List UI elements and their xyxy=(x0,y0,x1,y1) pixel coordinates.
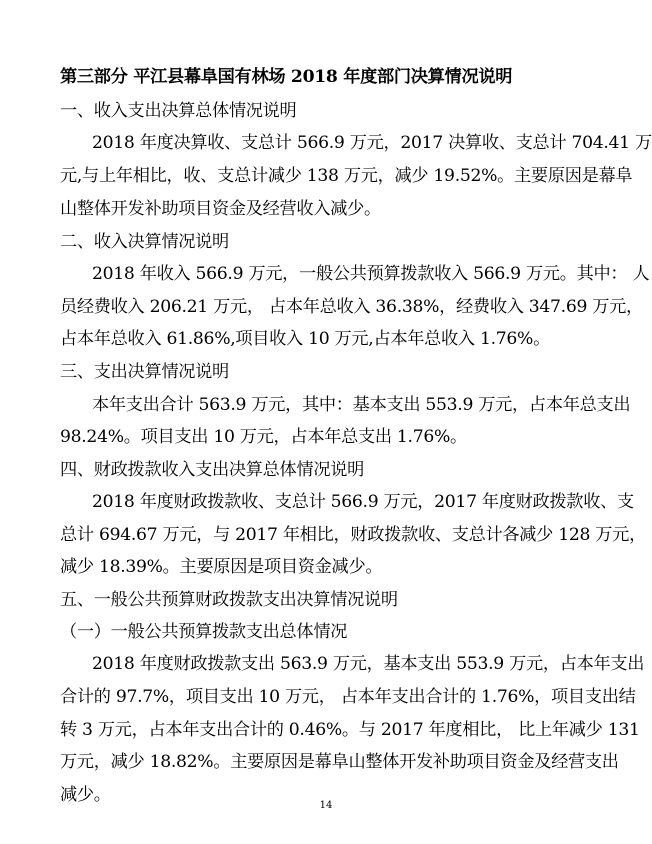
section-heading-3: 三、支出决算情况说明 xyxy=(60,362,229,382)
paragraph-line: 元,与上年相比，收、支总计减少 138 万元，减少 19.52%。主要原因是幕阜 xyxy=(60,166,633,186)
paragraph-line: 98.24%。项目支出 10 万元，占本年总支出 1.76%。 xyxy=(60,427,467,447)
paragraph-line: 本年支出合计 563.9 万元，其中：基本支出 553.9 万元，占本年总支出 xyxy=(92,395,631,415)
paragraph-line: 员经费收入 206.21 万元， 占本年总收入 36.38%，经费收入 347.69 万元， xyxy=(60,297,643,317)
paragraph-line: 占本年总收入 61.86%,项目收入 10 万元,占本年总收入 1.76%。 xyxy=(60,329,550,349)
section-heading-2: 二、收入决算情况说明 xyxy=(60,232,229,252)
paragraph-line: 万元，减少 18.82%。主要原因是幕阜山整体开发补助项目资金及经营支出 xyxy=(60,752,619,772)
paragraph-line: 2018 年度决算收、支总计 566.9 万元，2017 决算收、支总计 704.41 万 xyxy=(92,133,652,153)
section-heading-1: 一、收入支出决算总体情况说明 xyxy=(60,101,297,121)
paragraph-line: 减少 18.39%。主要原因是项目资金减少。 xyxy=(60,557,383,577)
document-title: 第三部分 平江县幕阜国有林场 2018 年度部门决算情况说明 xyxy=(60,67,513,87)
section-heading-4: 四、财政拨款收入支出决算总体情况说明 xyxy=(60,460,364,480)
paragraph-line: 减少。 xyxy=(60,785,111,805)
section-heading-5: 五、一般公共预算财政拨款支出决算情况说明 xyxy=(60,590,398,610)
paragraph-line: 山整体开发补助项目资金及经营收入减少。 xyxy=(60,199,381,219)
paragraph-line: 总计 694.67 万元，与 2017 年相比，财政拨款收、支总计各减少 128 万元， xyxy=(60,525,646,545)
paragraph-line: 合计的 97.7%，项目支出 10 万元， 占本年支出合计的 1.76%，项目支出结 xyxy=(60,687,636,707)
paragraph-line: 2018 年收入 566.9 万元，一般公共预算拨款收入 566.9 万元。其中： 人 xyxy=(92,264,650,284)
paragraph-line: 转 3 万元，占本年支出合计的 0.46%。与 2017 年度相比， 比上年减少 131 xyxy=(60,720,640,740)
page-number: 14 xyxy=(319,800,333,811)
paragraph-line: 2018 年度财政拨款支出 563.9 万元，基本支出 553.9 万元，占本年支出 xyxy=(92,654,645,674)
subsection-heading: （一）一般公共预算拨款支出总体情况 xyxy=(60,622,348,642)
paragraph-line: 2018 年度财政拨款收、支总计 566.9 万元，2017 年度财政拨款收、支 xyxy=(92,492,634,512)
